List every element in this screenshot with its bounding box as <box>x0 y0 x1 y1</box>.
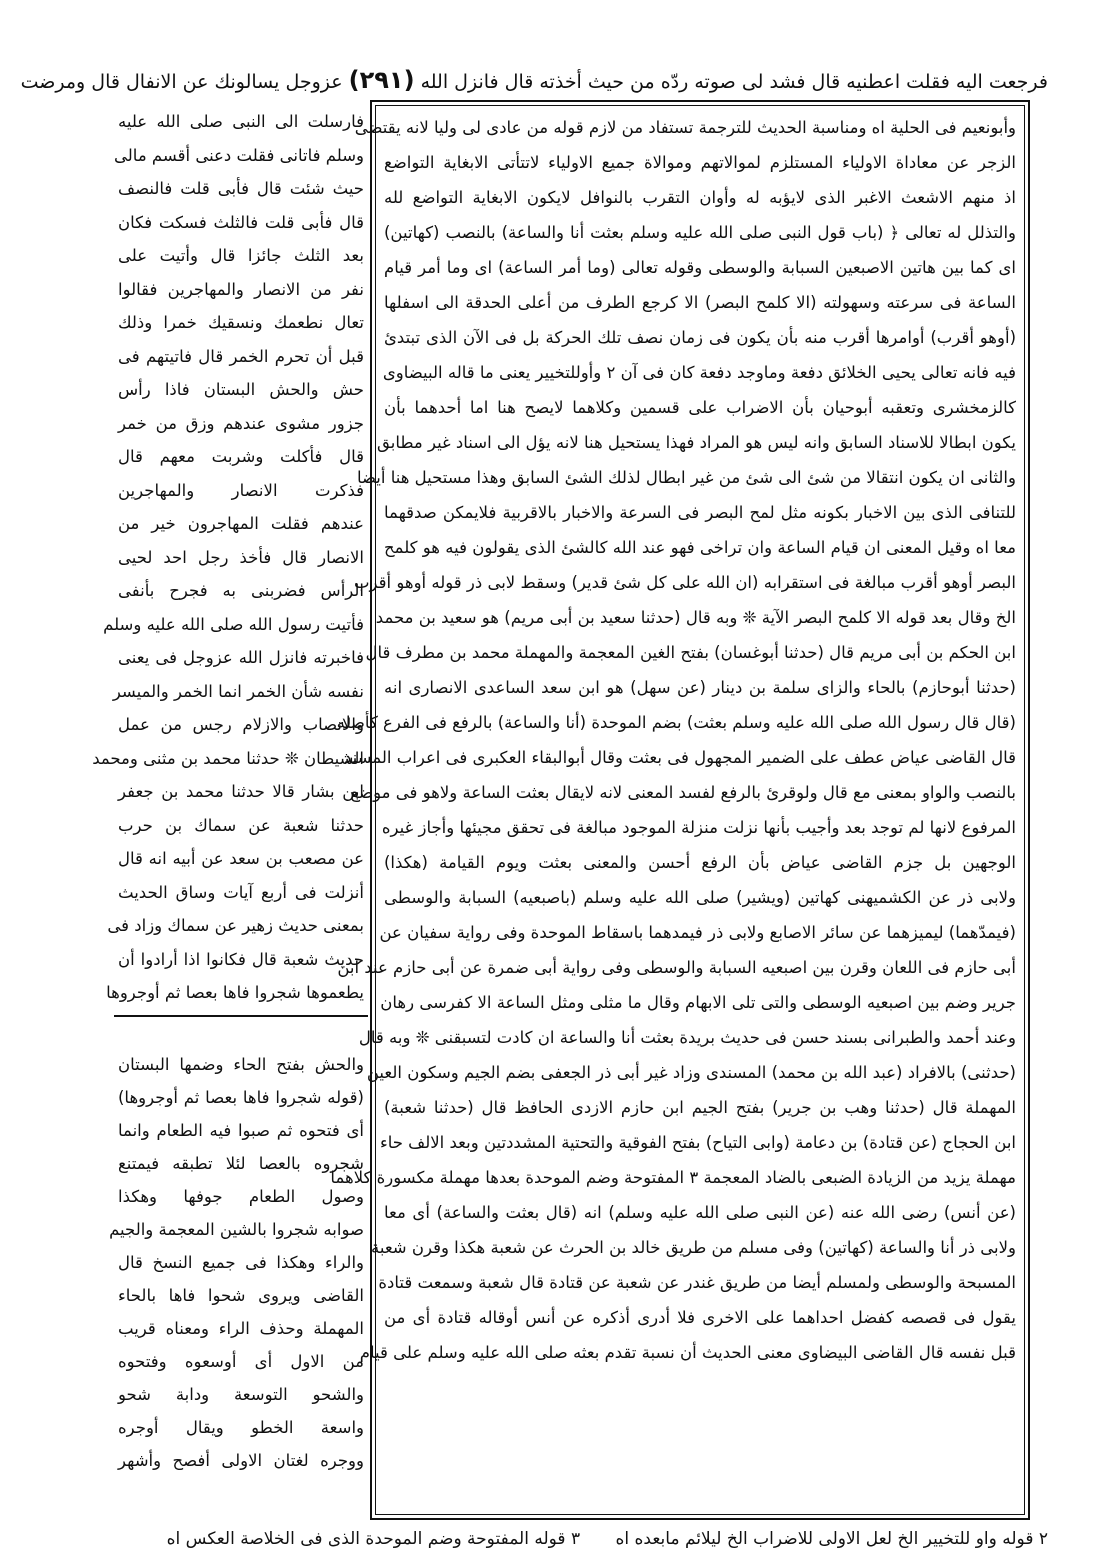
text-line: المهملة وحذف الراء ومعناه قريب <box>118 1319 364 1338</box>
text-line: حدثنا شعبة عن سماك بن حرب <box>118 815 364 835</box>
text-line: كالزمخشرى وتعقبه أبوحيان بأن الاضراب على قسمين وكلاهما لايصح هنا اما أحدهما بأن <box>384 398 1016 417</box>
text-line: قبل أن تحرم الخمر قال فاتيتهم فى <box>118 346 364 366</box>
text-line: شجروه بالعصا لئلا تطبقه فيمتنع <box>118 1154 364 1173</box>
text-line: وسلم فاتانى فقلت دعنى أقسم مالى <box>114 145 364 165</box>
text-line: أبى حازم فى اللعان وقرن بين اصبعيه السبابة والوسطى وفى رواية أبى ضمرة عن أبى حازم عند ابن <box>337 958 1016 977</box>
text-line: أى فتحوه ثم صبوا فيه الطعام وانما <box>118 1121 364 1140</box>
text-line: المهملة قال (حدثنا وهب بن جرير) بفتح الجيم ابن حازم الازدى الحافظ قال (حدثنا شعبة) <box>384 1098 1016 1117</box>
text-line: المسبحة والوسطى ولمسلم أيضا من طريق غندر عن شعبة عن قتادة قال شعبة وسمعت قتادة <box>378 1273 1016 1292</box>
commentary-box <box>330 100 1030 1520</box>
text-line: يطعموها شجروا فاها بعصا ثم أوجروها <box>106 983 364 1002</box>
text-line: قال القاضى عياض عطف على الضمير المجهول فى بعثت وقال أبوالبقاء العكبرى فى اعراب المسند <box>343 748 1016 767</box>
text-line: ابن الحجاج (عن قتادة) بن دعامة (وابى التياح) بفتح الفوقية والتحتية المشددتين وبعد الالف حاء <box>379 1133 1016 1152</box>
text-line: نفسه شأن الخمر انما الخمر والميسر <box>112 681 364 701</box>
text-line: تعال نطعمك ونسقيك خمرا وذلك <box>118 313 364 332</box>
header-text-left: عزوجل يسالونك عن الانفال قال ومرضت <box>20 71 343 93</box>
text-line: والحش بفتح الحاء وضمها البستان <box>118 1055 364 1074</box>
text-line: القاضى ويروى شحوا فاها بالحاء <box>118 1286 364 1305</box>
text-line: فارسلت الى النبى صلى الله عليه <box>118 112 364 131</box>
page-header <box>20 62 1048 98</box>
text-line: الوجهين بل جزم القاضى عياض بأن الرفع أحسن والمعنى بعثت ويوم القيامة (هكذا) <box>384 853 1016 872</box>
text-line: ابن الحكم بن أبى مريم قال (حدثنا أبوغسان) بفتح الغين المعجمة والمهملة محمد بن مطرف قال <box>365 643 1016 662</box>
text-line: والثانى ان يكون انتقالا من شئ الى شئ من غير ابطال لذلك الشئ السابق وهذا مستحيل هنا أيضا <box>356 468 1016 487</box>
text-line: وعند أحمد والطبرانى بسند حسن فى حديث بريدة بعثت أنا والساعة ان كادت لتسبقنى ❊ وبه قال <box>358 1028 1016 1047</box>
text-line: جرير وضم بين اصبعيه الوسطى والتى تلى الابهام وقال ما مثلى ومثل الساعة الا كفرسى رهان <box>380 993 1016 1012</box>
text-line: الزجر عن معاداة الاولياء المستلزم لموالاتهم وموالاة جميع الاولياء لاتتأتى الابغاية التواضع <box>384 153 1016 172</box>
header-text-right: فرجعت اليه فقلت اعطنيه قال فشد لى صوته ردّه من حيث أخذته قال فانزل الله <box>420 71 1048 93</box>
text-line: ولابى ذر عن الكشميهنى كهاتين (ويشير) صلى الله عليه وسلم (باصبعيه) السبابة والوسطى <box>384 888 1016 907</box>
text-line: قال فأبى قلت فالثلث فسكت فكان <box>118 212 364 232</box>
text-line: اى كما بين هاتين الاصبعين السبابة والوسطى وقوله تعالى (وما أمر الساعة) اى وما أمر قيام <box>384 258 1016 277</box>
text-line: بالنصب والواو بمعنى مع قال ولوقرئ بالرفع لفسد المعنى لانه لايقال بعثت الساعة ولاهو فى موضع <box>350 783 1016 802</box>
text-line: الخ وقال بعد قوله الا كلمح البصر الآية ❊ وبه قال (حدثنا سعيد بن أبى مريم) هو سعيد بن محمد <box>375 608 1016 627</box>
text-line: قال فأكلت وشربت معهم قال <box>118 447 364 466</box>
text-line: معا اه وقيل المعنى ان قيام الساعة وان تراخى فهو عند الله كالشئ الذى يقولون فيه هو كلمح <box>384 538 1016 557</box>
text-line: حديث شعبة قال فكانوا اذا أرادوا أن <box>118 949 364 969</box>
text-line: وصول الطعام جوفها وهكذا <box>118 1187 364 1206</box>
text-line: الساعة فى سرعته وسهولته (الا كلمح البصر) الا كرجع الطرف من أعلى الحدقة الى اسفلها <box>384 293 1016 312</box>
text-line: (أوهو أقرب) أوامرها أقرب منه بأن يكون فى زمان نصف تلك الحركة بل فى الآن الذى تبتدئ <box>384 328 1016 347</box>
text-line: من الاول أى أوسعوه وفتحوه <box>118 1352 364 1371</box>
text-line: نفر من الانصار والمهاجرين فقالوا <box>118 279 364 299</box>
text-line: مهملة يزيد من الزيادة الضبعى بالضاد المعجمة ٣ المفتوحة وضم الموحدة بعدها مهملة مكسورة كلاهما <box>330 1168 1016 1187</box>
text-line: بعد الثلث جائزا قال وأتيت على <box>118 246 364 265</box>
footnote-3: ٣ قوله المفتوحة وضم الموحدة الذى فى الخلاصة العكس اه <box>166 1529 581 1549</box>
text-line: فيه فانه تعالى يحيى الخلائق دفعة وماوجد دفعة كان فى آن ٢ وأوللتخيير يعنى ما قاله البيضاوى <box>382 363 1016 382</box>
page-number: (٢٩١) <box>348 66 415 94</box>
text-line: فاخبرته فانزل الله عزوجل فى يعنى <box>118 648 364 667</box>
margin-text-top <box>92 104 368 1012</box>
text-line: للتنافى الذى بين الاخبار بكونه مثل لمح البصر فى السرعة والاخبار بالاقربية فلايمكن صدقهما <box>384 503 1016 522</box>
text-line: وأبونعيم فى الحلية اه ومناسبة الحديث للترجمة تستفاد من لازم قوله من عادى لى وليا لانه يقتضى <box>354 118 1016 137</box>
text-line: المرفوع لانها لم توجد بعد وأجيب بأنها نزلت منزلة الموجود مبالغة فى تحقق مجيئها وأجاز غيره <box>381 818 1016 837</box>
text-line: عندهم فقلت المهاجرون خير من <box>118 514 364 533</box>
text-line: والشحو التوسعة ودابة شحو <box>118 1385 364 1404</box>
text-line: صوابه شجروا بالشين المعجمة والجيم <box>109 1220 364 1239</box>
text-line: الرأس فضربنى به فجرح بأنفى <box>118 581 364 600</box>
text-line: (قوله شجروا فاها بعصا ثم أوجروها) <box>118 1088 364 1107</box>
text-line: (قال قال رسول الله صلى الله عليه وسلم بعثت) بضم الموحدة (أنا والساعة) بالرفع فى الفرع كأصله <box>336 713 1016 732</box>
footnotes <box>100 1525 1048 1553</box>
margin-text-bottom <box>109 1015 368 1487</box>
text-line: والراء وهكذا فى جميع النسخ قال <box>118 1253 364 1272</box>
text-line: واسعة الخطو ويقال أوجره <box>118 1418 364 1437</box>
text-line: اذ منهم الاشعث الاغبر الذى لايؤبه له وأوان التقرب بالنوافل لايكون الابغاية التواضع لله <box>384 188 1016 207</box>
text-line: ولابى ذر أنا والساعة (كهاتين) وفى مسلم من طريق خالد بن الحرث عن شعبة هكذا وقرن شعبة <box>371 1238 1016 1257</box>
footnote-2: ٢ قوله واو للتخيير الخ لعل الاولى للاضراب الخ ليلائم مابعده اه <box>615 1529 1048 1549</box>
text-line: بمعنى حديث زهير عن سماك وزاد فى <box>107 916 364 935</box>
text-line: يكون ابطالا للاسناد السابق وانه ليس هو المراد فهذا يستحيل هنا لانه يؤل الى اسناد غير مطابق <box>376 433 1016 452</box>
text-line: جزور مشوى عندهم وزق من خمر <box>118 413 364 433</box>
text-line: عن مصعب بن سعد عن أبيه انه قال <box>118 849 364 868</box>
text-line: فذكرت الانصار والمهاجرين <box>118 480 364 500</box>
text-line: والانصاب والازلام رجس من عمل <box>118 715 364 734</box>
text-line: البصر أوهو أقرب مبالغة فى استقرابه (ان الله على كل شئ قدير) وسقط لابى ذر قوله أوهو أقرب <box>353 573 1016 592</box>
text-line: ابن بشار قالا حدثنا محمد بن جعفر <box>118 782 364 801</box>
text-line: ووجره لغتان الاولى أفصح وأشهر <box>118 1451 364 1470</box>
text-line: (حدثنا أبوحازم) بالحاء والزاى سلمة بن دينار (عن سهل) هو ابن سعد الساعدى الانصارى انه <box>384 678 1016 697</box>
text-line: الانصار قال فأخذ رجل احد لحيى <box>118 547 364 567</box>
text-line: فأتيت رسول الله صلى الله عليه وسلم <box>103 614 364 634</box>
text-line: أنزلت فى أربع آيات وساق الحديث <box>118 882 364 902</box>
text-line: والتذلل له تعالى ﴿ (باب قول النبى صلى الله عليه وسلم بعثت أنا والساعة) بالنصب (كهاتين) <box>384 223 1016 242</box>
text-line: حش والحش البستان فاذا رأس <box>118 380 364 399</box>
text-line: (حدثنى) بالافراد (عبد الله بن محمد) المسندى وزاد غير أبى ذر الجعفى بضم الجيم وسكون العين <box>366 1063 1016 1082</box>
text-line: حيث شئت قال فأبى قلت فالنصف <box>118 179 364 198</box>
text-line: (فيمدّهما) ليميزهما عن سائر الاصابع ولابى ذر فيمدهما باسقاط الموحدة وفى رواية سفيان عن <box>379 923 1016 942</box>
text-line: الشيطان ❊ حدثنا محمد بن مثنى ومحمد <box>92 748 364 768</box>
text-line: (عن أنس) رضى الله عنه (عن النبى صلى الله عليه وسلم) انه (قال بعثت والساعة) أى معا <box>384 1203 1016 1222</box>
text-line: قبل نفسه قال القاضى البيضاوى معنى الحديث أن نسبة تقدم بعثه صلى الله عليه وسلم على قيام <box>359 1343 1016 1362</box>
text-line: يقول فى قصصه كفضل احداهما على الاخرى فلا أدرى أذكره عن أنس أوقاله قتادة أى من <box>384 1308 1016 1327</box>
